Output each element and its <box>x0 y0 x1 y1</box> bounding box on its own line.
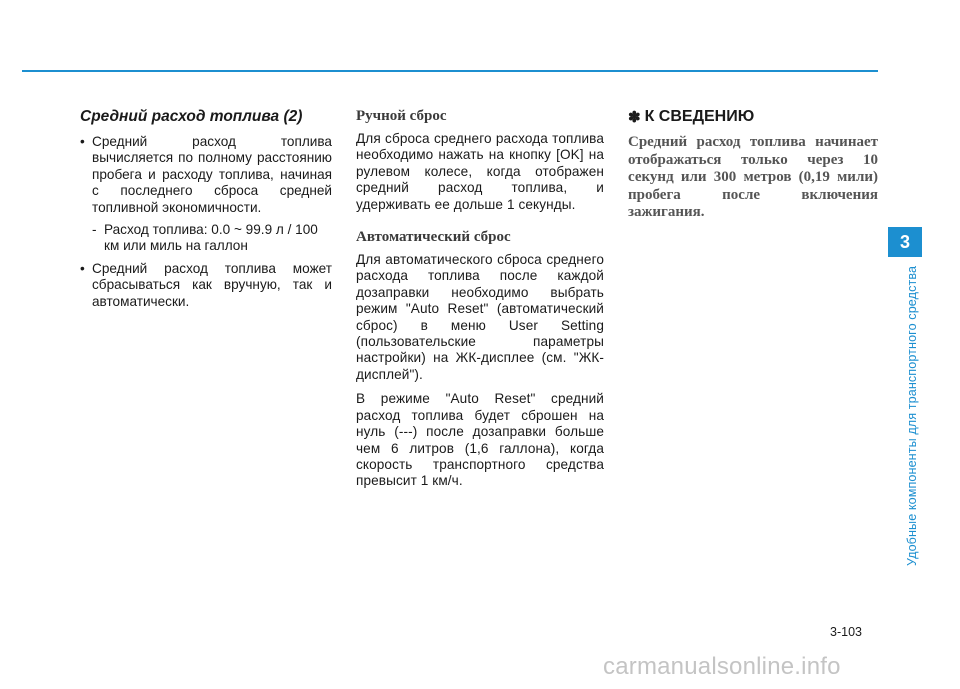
list-item <box>80 134 332 216</box>
bullet-text: Средний расход топлива вычисляется по полному расстоянию пробега и расходу топлива, начиная с последнего сброса средней топливной экономичности. <box>92 134 332 215</box>
chapter-tab: 3 <box>888 227 922 257</box>
dash-marker: - <box>92 222 97 238</box>
sub-text: Расход топлива: 0.0 ~ 99.9 л / 100 км или миль на галлон <box>104 222 318 254</box>
bullet-marker: • <box>80 260 85 276</box>
bullet-marker: • <box>80 134 85 149</box>
header-rule <box>22 70 878 72</box>
auto-reset-text-1: Для автоматического сброса среднего расхода топлива после каждой дозаправки необходимо выбрать режим "Auto Reset" (автоматический сброс) в меню User Setting (пользовательские параметры настройки) на ЖК-дисплее (см. "ЖК-дисплей"). <box>356 252 604 382</box>
bullet-text: Средний расход топлива может сбрасываться как вручную, так и автоматически. <box>92 260 332 309</box>
manual-reset-heading: Ручной сброс <box>356 108 447 124</box>
section-title: Средний расход топлива (2) <box>80 108 303 125</box>
info-text: Средний расход топлива начинает отображаться только через 10 секунд или 300 метров (0,19 мили) пробега после включения зажигания. <box>628 134 878 221</box>
column-right <box>628 108 878 222</box>
info-title-text: К СВЕДЕНИЮ <box>644 108 755 125</box>
info-heading <box>628 108 878 126</box>
list-item <box>80 261 332 310</box>
auto-reset-heading: Автоматический сброс <box>356 229 511 246</box>
info-star-icon: ✽ <box>628 109 641 126</box>
page-number: 3-103 <box>830 625 862 639</box>
auto-reset-text-2: В режиме "Auto Reset" средний расход топлива будет сброшен на нуль (---) после дозаправки больше чем 6 литров (1,6 галлона), когда скорость транспортного средства превысит 1 км/ч. <box>356 391 604 489</box>
manual-reset-text: Для сброса среднего расхода топлива необходимо нажать на кнопку [OK] на рулевом колесе, когда отображен средний расход топлива, и удерживать ее дольше 1 секунды. <box>356 131 604 212</box>
column-middle <box>356 108 604 498</box>
bullet-list <box>80 134 332 310</box>
watermark: carmanualsonline.info <box>603 653 841 680</box>
chapter-title: Удобные компоненты для транспортного средства <box>905 265 919 566</box>
column-left <box>80 108 332 316</box>
sub-item <box>80 222 332 255</box>
